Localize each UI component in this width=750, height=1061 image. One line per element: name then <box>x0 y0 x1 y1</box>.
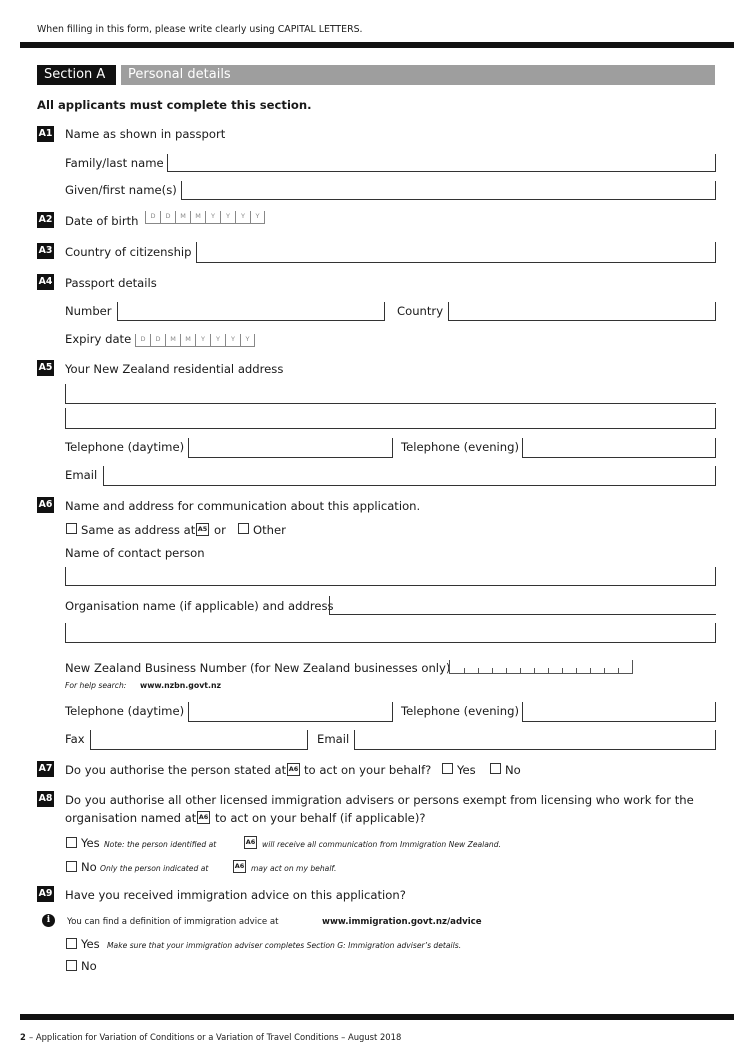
a9-yes-note: Make sure that your immigration adviser completes Section G: Immigration adviser’s details. <box>107 941 462 950</box>
a8-no-label: No <box>81 860 97 874</box>
a8-no-checkbox[interactable] <box>66 861 77 872</box>
question-number: A6 <box>37 497 54 513</box>
date-cell[interactable]: D <box>150 334 165 347</box>
a8-question-line1: Do you authorise all other licensed immigration advisers or persons exempt from licensing who work for the <box>65 793 694 807</box>
a7-yes-label: Yes <box>457 763 476 777</box>
ref-a6: A6 <box>233 860 246 873</box>
footer-text: – Application for Variation of Conditions or a Variation of Travel Conditions – August 2018 <box>29 1032 402 1042</box>
a7-question-post: to act on your behalf? <box>304 763 432 777</box>
date-cell[interactable]: Y <box>250 211 265 224</box>
date-cell[interactable]: M <box>180 334 195 347</box>
nzbn-digit-divider <box>478 668 479 673</box>
page-number: 2 <box>20 1032 26 1042</box>
nzbn-field[interactable] <box>449 660 633 674</box>
section-tag: Section A <box>37 65 116 85</box>
question-number: A4 <box>37 274 54 290</box>
a9-label: Have you received immigration advice on this application? <box>65 888 406 902</box>
passport-number-field[interactable] <box>117 302 385 321</box>
address-line-2[interactable] <box>65 408 716 429</box>
ref-a6: A6 <box>197 811 210 824</box>
section-title: Personal details <box>121 65 715 85</box>
a8-yes-note-post: will receive all communication from Immigration New Zealand. <box>262 840 501 849</box>
organisation-label: Organisation name (if applicable) and address <box>65 599 334 613</box>
question-number: A5 <box>37 360 54 376</box>
question-number: A1 <box>37 126 54 142</box>
tel-day-field[interactable] <box>188 438 393 458</box>
question-number: A3 <box>37 243 54 259</box>
date-cell[interactable]: M <box>175 211 190 224</box>
a9-no-label: No <box>81 959 97 973</box>
date-cell[interactable]: Y <box>220 211 235 224</box>
a2-label: Date of birth <box>65 214 139 228</box>
a8-yes-note-pre: Note: the person identified at <box>104 840 217 849</box>
question-number: A2 <box>37 212 54 228</box>
nzbn-digit-divider <box>506 668 507 673</box>
ref-a5: A5 <box>196 523 209 536</box>
tel-evening-label: Telephone (evening) <box>401 440 520 454</box>
nzbn-digit-divider <box>520 668 521 673</box>
ref-a6: A6 <box>287 763 300 776</box>
nzbn-digit-divider <box>464 668 465 673</box>
nzbn-digit-divider <box>576 668 577 673</box>
email-label: Email <box>317 732 350 746</box>
email-field[interactable] <box>103 466 716 486</box>
info-icon: i <box>42 914 55 927</box>
family-name-label: Family/last name <box>65 156 164 170</box>
tel-day-label: Telephone (daytime) <box>65 440 185 454</box>
contact-person-field[interactable] <box>65 567 716 586</box>
a7-no-label: No <box>505 763 521 777</box>
date-cell[interactable]: M <box>190 211 205 224</box>
given-name-label: Given/first name(s) <box>65 183 177 197</box>
a9-yes-label: Yes <box>81 937 100 951</box>
other-label: Other <box>253 523 286 537</box>
a9-no-checkbox[interactable] <box>66 960 77 971</box>
tel-day-label: Telephone (daytime) <box>65 704 185 718</box>
tel-evening-label: Telephone (evening) <box>401 704 520 718</box>
date-cell[interactable]: Y <box>195 334 210 347</box>
tel-evening-field[interactable] <box>522 438 716 458</box>
fax-label: Fax <box>65 732 85 746</box>
date-cell[interactable]: D <box>135 334 150 347</box>
top-note: When filling in this form, please write clearly using CAPITAL LETTERS. <box>37 24 363 35</box>
date-cell[interactable]: Y <box>225 334 240 347</box>
top-rule <box>20 42 734 48</box>
ref-a6: A6 <box>244 836 257 849</box>
family-name-field[interactable] <box>167 154 716 172</box>
nzbn-digit-divider <box>534 668 535 673</box>
or-label: or <box>214 523 226 537</box>
a9-yes-checkbox[interactable] <box>66 938 77 949</box>
date-cell[interactable]: Y <box>240 334 255 347</box>
a9-info-link[interactable]: www.immigration.govt.nz/advice <box>322 917 482 927</box>
date-cell[interactable]: Y <box>205 211 220 224</box>
organisation-field-2[interactable] <box>65 623 716 643</box>
given-name-field[interactable] <box>181 181 716 200</box>
email-field[interactable] <box>354 730 716 750</box>
a8-question-pre: organisation named at <box>65 811 197 825</box>
tel-day-field[interactable] <box>188 702 393 722</box>
a6-label: Name and address for communication about this application. <box>65 499 421 513</box>
citizenship-field[interactable] <box>196 242 716 263</box>
a3-label: Country of citizenship <box>65 245 192 259</box>
nzbn-digit-divider <box>548 668 549 673</box>
date-cell[interactable]: Y <box>210 334 225 347</box>
nzbn-digit-divider <box>562 668 563 673</box>
a8-question-post: to act on your behalf (if applicable)? <box>215 811 426 825</box>
tel-evening-field[interactable] <box>522 702 716 722</box>
same-address-checkbox[interactable] <box>66 523 77 534</box>
date-cell[interactable]: M <box>165 334 180 347</box>
nzbn-help-prefix: For help search: <box>65 681 127 690</box>
nzbn-digit-divider <box>492 668 493 673</box>
question-number: A9 <box>37 886 54 902</box>
nzbn-digit-divider <box>604 668 605 673</box>
passport-country-label: Country <box>397 304 444 318</box>
email-label: Email <box>65 468 98 482</box>
a9-info-text: You can find a definition of immigration advice at <box>67 917 279 927</box>
a7-yes-checkbox[interactable] <box>442 763 453 774</box>
same-address-label: Same as address at <box>81 523 196 537</box>
a8-no-note-pre: Only the person indicated at <box>100 864 209 873</box>
a4-label: Passport details <box>65 276 157 290</box>
a5-label: Your New Zealand residential address <box>65 362 284 376</box>
section-intro: All applicants must complete this section. <box>37 98 312 112</box>
other-checkbox[interactable] <box>238 523 249 534</box>
date-cell[interactable]: Y <box>235 211 250 224</box>
fax-field[interactable] <box>90 730 308 750</box>
expiry-date-label: Expiry date <box>65 332 132 346</box>
a8-yes-checkbox[interactable] <box>66 837 77 848</box>
contact-person-label: Name of contact person <box>65 546 205 560</box>
nzbn-digit-divider <box>618 668 619 673</box>
date-cell[interactable]: D <box>145 211 160 224</box>
a7-question-pre: Do you authorise the person stated at <box>65 763 287 777</box>
expiry-date-field[interactable] <box>135 334 255 347</box>
nzbn-label: New Zealand Business Number (for New Zealand businesses only) <box>65 661 451 675</box>
a1-label: Name as shown in passport <box>65 127 226 141</box>
passport-country-field[interactable] <box>448 302 716 321</box>
address-line-1[interactable] <box>65 384 716 404</box>
passport-number-label: Number <box>65 304 112 318</box>
date-of-birth-field[interactable] <box>145 211 265 224</box>
a8-no-note-post: may act on my behalf. <box>251 864 337 873</box>
footer-rule <box>20 1014 734 1020</box>
question-number: A8 <box>37 791 54 807</box>
question-number: A7 <box>37 761 54 777</box>
date-cell[interactable]: D <box>160 211 175 224</box>
a8-yes-label: Yes <box>81 836 100 850</box>
a7-no-checkbox[interactable] <box>490 763 501 774</box>
organisation-field-1[interactable] <box>329 596 716 615</box>
nzbn-digit-divider <box>590 668 591 673</box>
nzbn-help-link[interactable]: www.nzbn.govt.nz <box>140 681 222 690</box>
